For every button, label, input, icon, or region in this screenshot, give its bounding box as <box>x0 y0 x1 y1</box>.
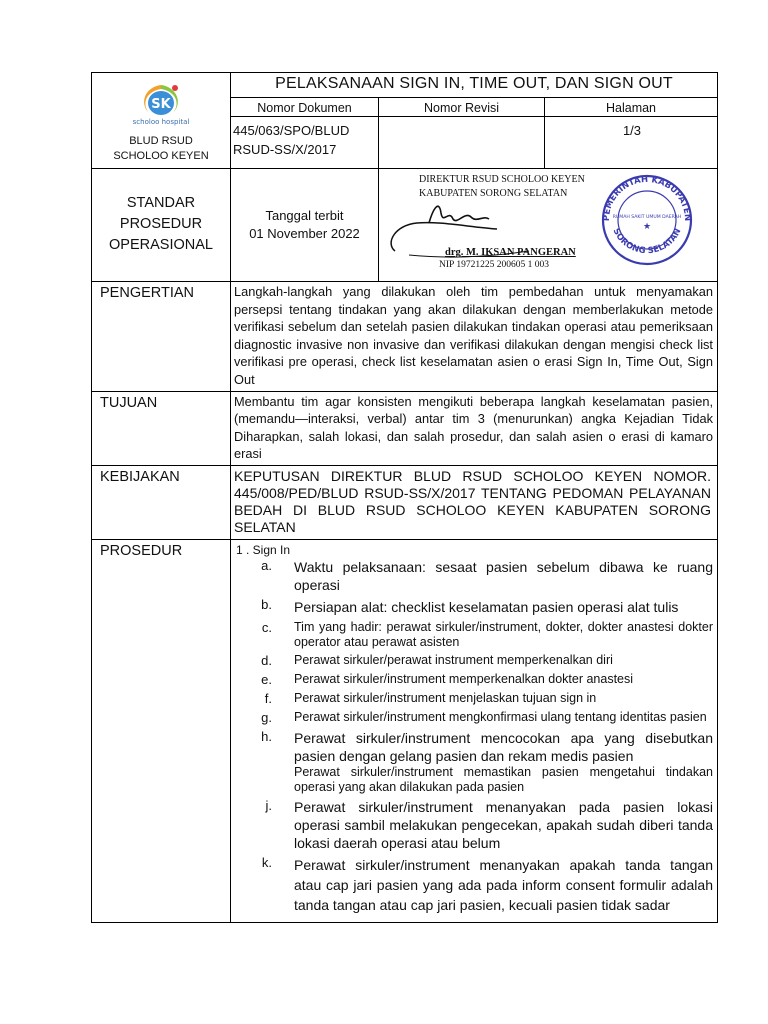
kebijakan-text: KEPUTUSAN DIREKTUR BLUD RSUD SCHOLOO KEYEN NOMOR. 445/008/PED/BLUD RSUD-SS/X/2017 TENTANG PEDOMAN PELAYANAN BEDAH DI BLUD RSUD SCHOLOO KEYEN KABUPATEN SORONG SELATAN <box>231 465 718 539</box>
tujuan-label: TUJUAN <box>92 391 231 465</box>
prosedur-note: Perawat sirkuler/instrument memastikan pasien mengetahui tindakan operasi yang akan dilakukan pada pasien <box>294 764 713 794</box>
sop-table <box>91 72 718 923</box>
list-item: b. Persiapan alat: checklist keselamatan pasien operasi alat tulis <box>261 596 679 615</box>
page-label: Halaman <box>545 97 718 116</box>
kebijakan-label: KEBIJAKAN <box>92 465 231 539</box>
svg-text:SK: SK <box>151 97 171 112</box>
prosedur-heading: 1 . Sign In <box>236 542 291 557</box>
doc-number-value: 445/063/SPO/BLUD RSUD-SS/X/2017 <box>231 117 379 169</box>
list-item: a. Waktu pelaksanaan: sesaat pasien sebelum dibawa ke ruang operasi <box>261 557 713 593</box>
issue-date-value: 01 November 2022 <box>249 226 360 241</box>
doc-number-label: Nomor Dokumen <box>231 97 379 116</box>
director-nip: NIP 19721225 200605 1 003 <box>439 260 549 270</box>
list-item: d. Perawat sirkuler/perawat instrument memperkenalkan diri <box>261 652 613 668</box>
org-line-1: BLUD RSUD <box>129 135 193 147</box>
hospital-identity-cell <box>92 73 231 169</box>
prosedur-content <box>231 539 718 922</box>
list-item: k. Perawat sirkuler/instrument menanyakan apakah tanda tangan atau cap jari pasien yang ada pada inform consent formulir adalah tanda tangan atau cap jari pasien, kecuali pasien tidak sadar <box>261 854 713 913</box>
list-item: f. Perawat sirkuler/instrument menjelaskan tujuan sign in <box>264 690 597 706</box>
official-stamp-icon <box>597 173 697 267</box>
svg-text:RUMAH SAKIT UMUM DAERAH: RUMAH SAKIT UMUM DAERAH <box>612 215 682 220</box>
svg-text:SORONG SELATAN: SORONG SELATAN <box>610 226 684 257</box>
document-title: PELAKSANAAN SIGN IN, TIME OUT, DAN SIGN OUT <box>231 73 718 98</box>
director-signature-cell <box>379 169 718 282</box>
svg-text:★: ★ <box>642 222 652 232</box>
tujuan-text: Membantu tim agar konsisten mengikuti beberapa langkah keselamatan pasien, (memandu—interaksi, verbal) antar tim 3 (menurunkan) angka Kejadian Tidak Diharapkan, salah lokasi, dan salah prosedur, dan salah asien o erasi di kamaro erasi <box>231 391 718 465</box>
pengertian-text: Langkah-langkah yang dilakukan oleh tim pembedahan untuk menyamakan persepsi tentang tindakan yang akan dilakukan dengan memberlakukan metode verifikasi sebelum dan setelah pasien dilakukan tindakan operasi atau pemeriksaan diagnostic invasive non invasive dan verifikasi dilakukan dengan mengisi check list verifikasi pre operasi, check list keselamatan asien o erasi Sign In, Time Out, Sign Out <box>231 282 718 392</box>
hospital-logo <box>123 81 199 127</box>
director-region: KABUPATEN SORONG SELATAN <box>419 188 568 199</box>
director-title: DIREKTUR RSUD SCHOLOO KEYEN <box>419 174 585 185</box>
prosedur-label: PROSEDUR <box>92 539 231 922</box>
list-item: j. Perawat sirkuler/instrument menanyakan pada pasien lokasi operasi sambil melakukan pengecekan, apakah sudah diberi tanda lokasi daerah operasi atau belum <box>265 797 713 851</box>
list-item: e. Perawat sirkuler/instrument memperkenalkan dokter anastesi <box>261 671 634 687</box>
issue-date-label: Tanggal terbit <box>265 208 344 223</box>
pengertian-label: PENGERTIAN <box>92 282 231 392</box>
page-value: 1/3 <box>545 117 718 169</box>
sop-document <box>91 72 717 932</box>
revision-value <box>379 117 545 169</box>
list-item: g. Perawat sirkuler/instrument mengkonfirmasi ulang tentang identitas pasien <box>261 709 707 725</box>
prosedur-steps-continued <box>234 798 713 915</box>
list-item: h. Perawat sirkuler/instrument mencocokan apa yang disebutkan pasien dengan gelang pasien dan rekam medis pasien <box>261 728 713 764</box>
revision-label: Nomor Revisi <box>379 97 545 116</box>
director-name: drg. M. IKSAN PANGERAN <box>445 247 576 258</box>
list-item: c. Tim yang hadir: perawat sirkuler/instrument, dokter, dokter anastesi dokter operator atau perawat asisten <box>261 619 713 649</box>
svg-text:scholoo hospital: scholoo hospital <box>132 118 190 126</box>
org-line-2: SCHOLOO KEYEN <box>113 150 209 162</box>
issue-date-cell <box>231 169 379 282</box>
prosedur-steps <box>234 558 713 765</box>
svg-text:PEMERINTAH KABUPATEN: PEMERINTAH KABUPATEN <box>601 174 693 222</box>
sop-label: STANDAR PROSEDUR OPERASIONAL <box>92 169 231 282</box>
